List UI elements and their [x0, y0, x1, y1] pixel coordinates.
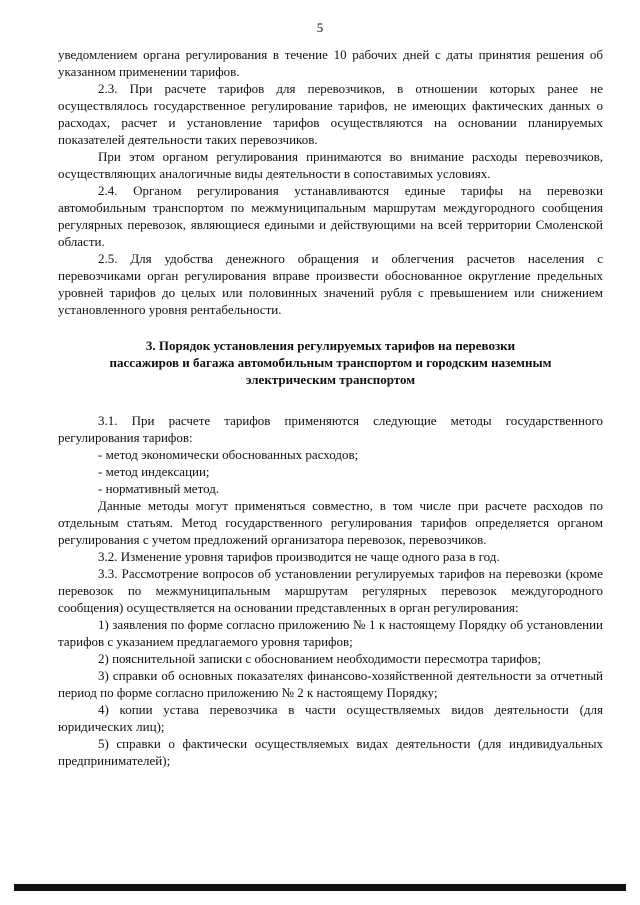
document-list-item: 3) справки об основных показателях финансово-хозяйственной деятельности за отчетный период по форме согласно приложению № 2 к настоящему Порядку;: [58, 668, 603, 700]
paragraph-3-3: 3.3. Рассмотрение вопросов об установлении регулируемых тарифов на перевозки (кроме перевозок по межмуниципальным маршрутам регулярных перевозок междугородного сообщения) осуществляется на основании представленных в орган регулирования:: [58, 566, 603, 615]
document-list-item: 5) справки о фактически осуществляемых видах деятельности (для индивидуальных предпринимателей);: [58, 736, 603, 768]
paragraph-2-4: 2.4. Органом регулирования устанавливаются единые тарифы на перевозки автомобильным транспортом по межмуниципальным маршрутам междугородного сообщения регулярных перевозок, являющиеся едиными и действующими на всей территории Смоленской области.: [58, 183, 603, 249]
section-3-heading: [58, 337, 603, 388]
paragraph-3-1: 3.1. При расчете тарифов применяются следующие методы государственного регулирования тарифов:: [58, 413, 603, 445]
scan-bottom-border: [14, 884, 626, 891]
document-list-item: 1) заявления по форме согласно приложению № 1 к настоящему Порядку об установлении тарифов с указанием предлагаемого уровня тарифов;: [58, 617, 603, 649]
document-body: [58, 46, 603, 769]
heading-line: электрическим транспортом: [245, 372, 416, 387]
method-list-item: - нормативный метод.: [98, 481, 220, 496]
paragraph-2-3: 2.3. При расчете тарифов для перевозчиков, в отношении которых ранее не осуществлялось государственное регулирование тарифов, не имеющих фактических данных о расходах, расчет и установление тарифов осуществляются на основании планируемых показателей деятельности таких перевозчиков.: [58, 81, 603, 147]
paragraph-2-3-note: При этом органом регулирования принимаются во внимание расходы перевозчиков, осуществляющих аналогичные виды деятельности в сопоставимых условиях.: [58, 149, 603, 181]
method-list-item: - метод экономически обоснованных расходов;: [98, 447, 359, 462]
document-list-item: 4) копии устава перевозчика в части осуществляемых видов деятельности (для юридических лиц);: [58, 702, 603, 734]
page-number: 5: [316, 20, 324, 35]
document-list-item: 2) пояснительной записки с обоснованием необходимости пересмотра тарифов;: [98, 651, 542, 666]
paragraph-3-2: 3.2. Изменение уровня тарифов производится не чаще одного раза в год.: [98, 549, 500, 564]
paragraph-continuation: уведомлением органа регулирования в течение 10 рабочих дней с даты принятия решения об указанном применении тарифов.: [58, 47, 603, 79]
paragraph-3-1-note: Данные методы могут применяться совместно, в том числе при расчете расходов по отдельным статьям. Метод государственного регулирования тарифов определяется органом регулирования с учетом предложений организатора перевозок, перевозчиков.: [58, 498, 603, 547]
heading-line: пассажиров и багажа автомобильным транспортом и городским наземным: [109, 355, 552, 370]
heading-line: 3. Порядок установления регулируемых тарифов на перевозки: [145, 338, 516, 353]
method-list-item: - метод индексации;: [98, 464, 210, 479]
paragraph-2-5: 2.5. Для удобства денежного обращения и облегчения расчетов населения с перевозчиками орган регулирования вправе произвести обоснованное округление предельных уровней тарифов до целых или половинных значений рубля с превышением или снижением установленного уровня рентабельности.: [58, 251, 603, 317]
